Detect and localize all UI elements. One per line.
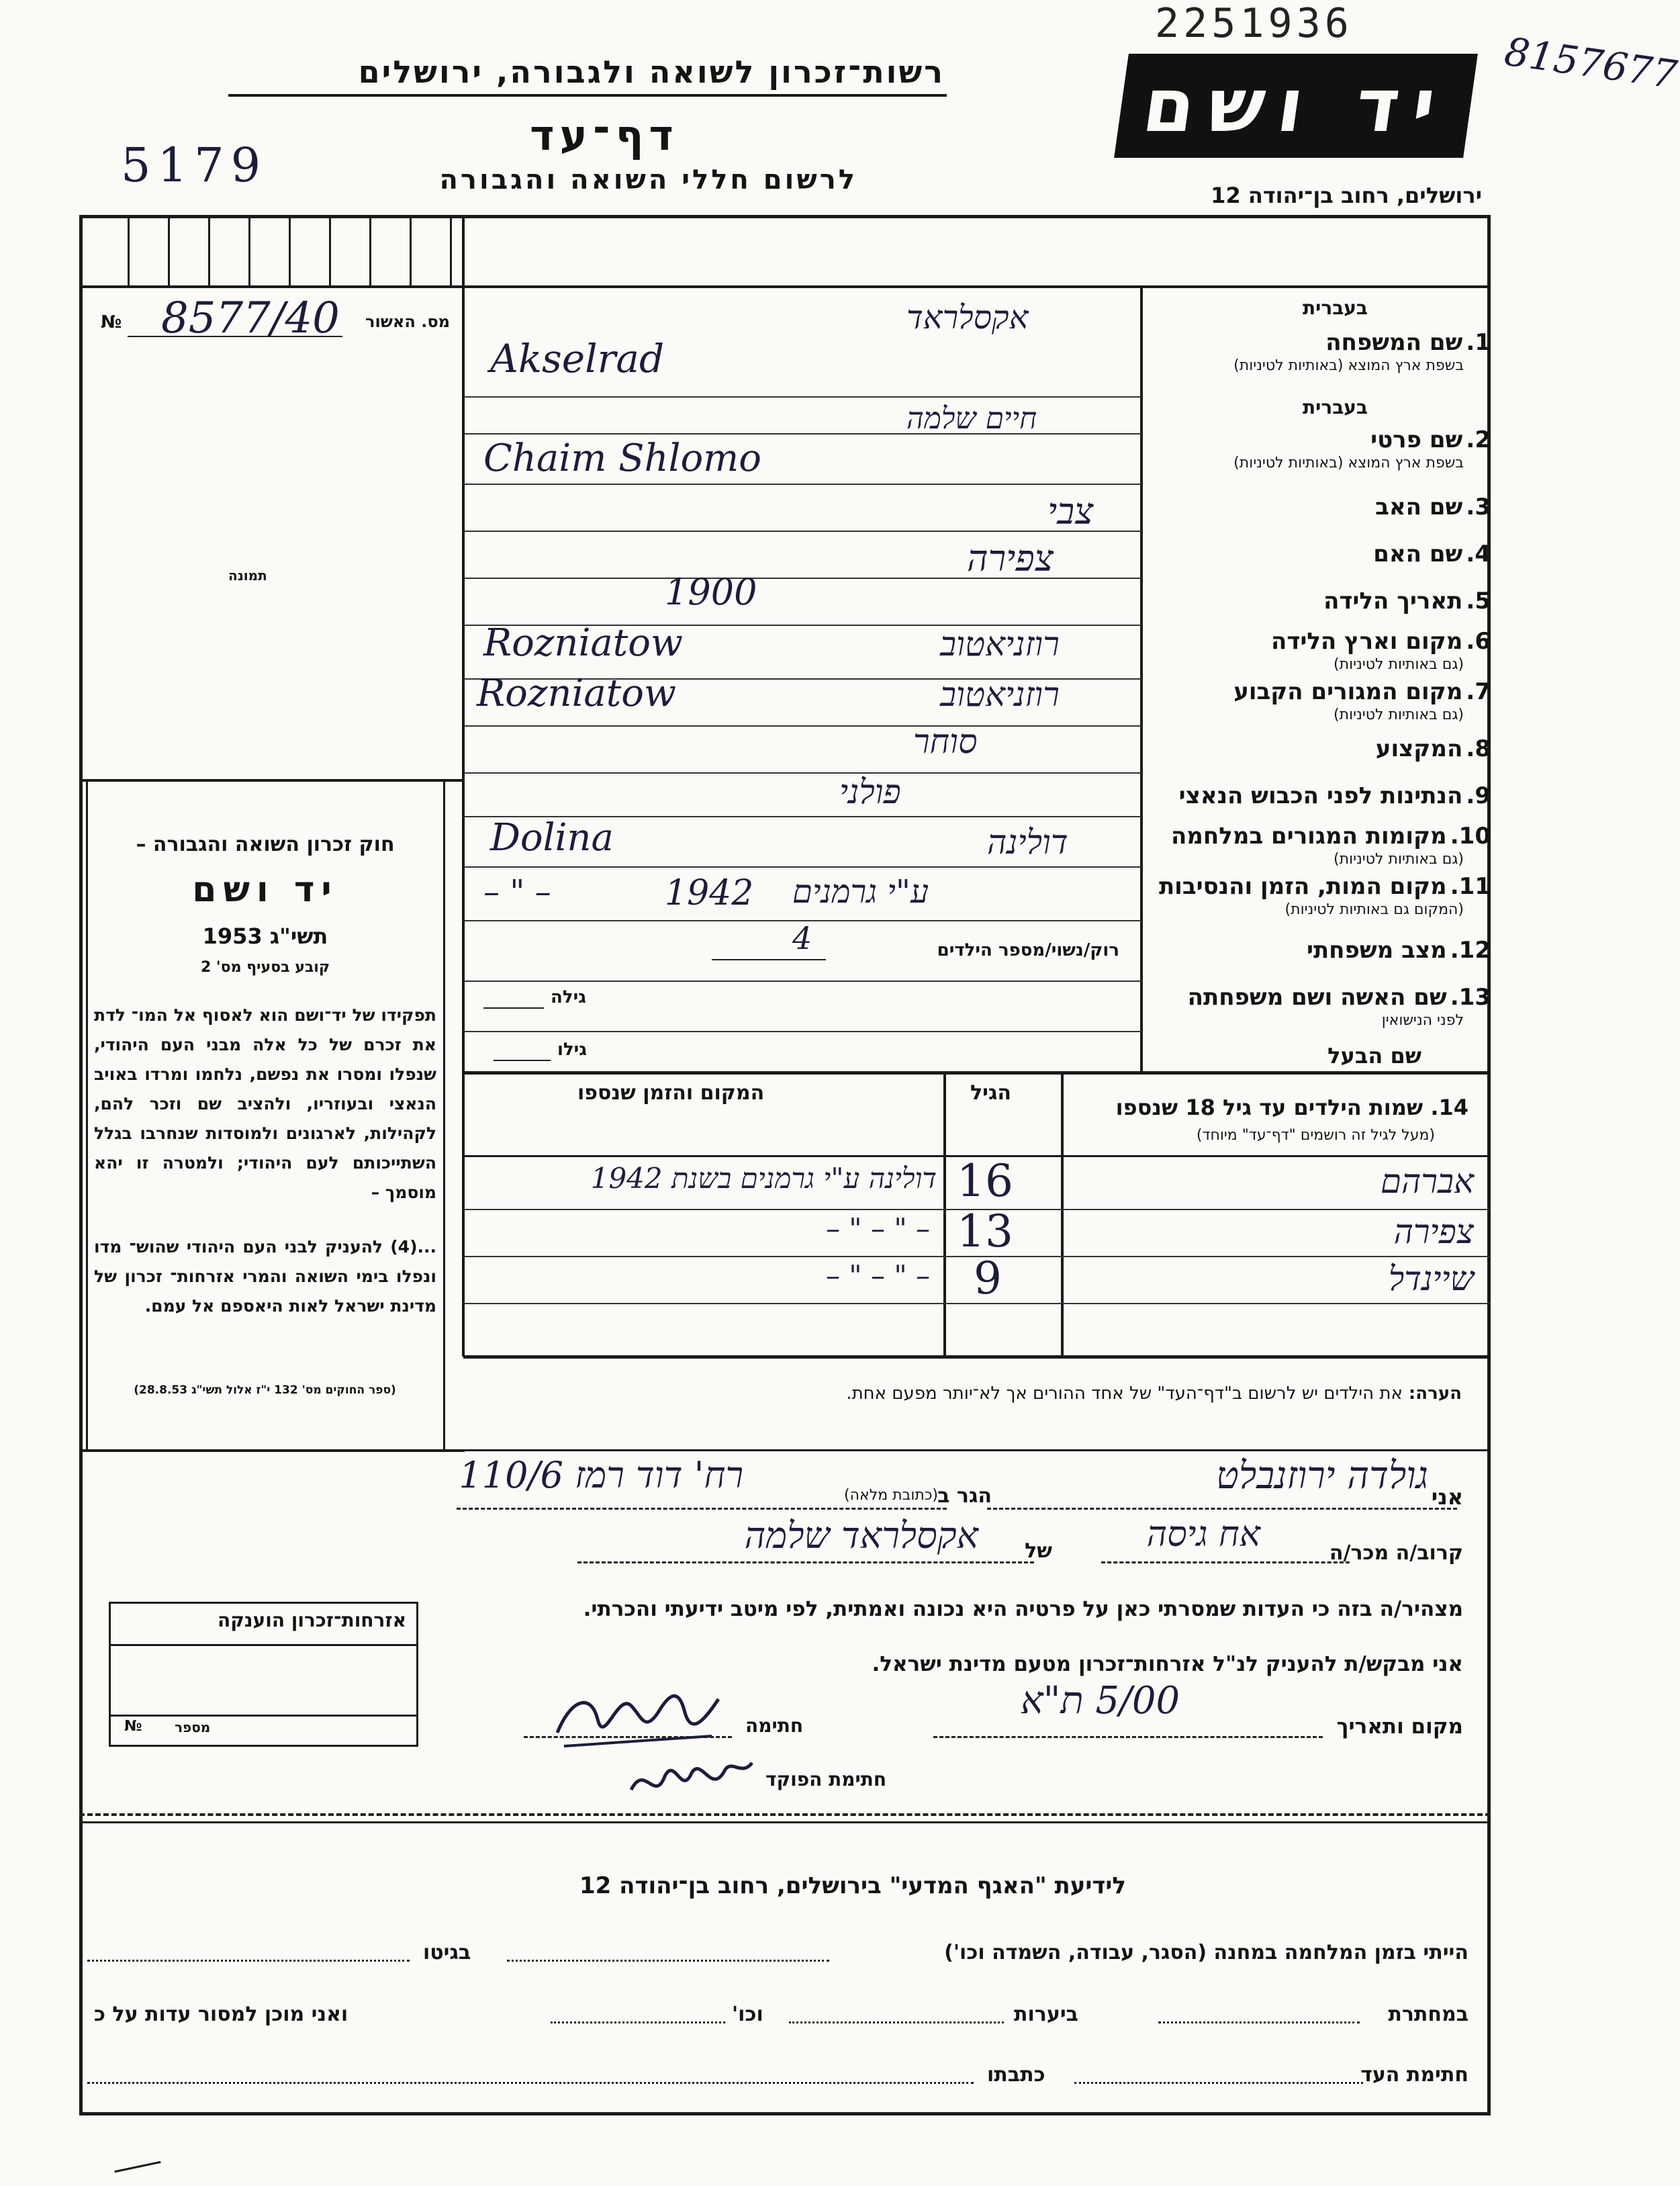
institution-underline bbox=[228, 94, 947, 97]
code-strip-divider bbox=[462, 215, 465, 1075]
decl-official-label: חתימת הפוקד bbox=[765, 1768, 887, 1790]
field-9-hebrew[interactable]: פולני bbox=[839, 772, 901, 811]
official-signature-mark bbox=[624, 1749, 759, 1810]
decl-request: אני מבקש/ת להעניק לנ"ל אזרחות־זכרון מטעם מדינת ישראל. bbox=[872, 1652, 1463, 1676]
field-death-details: 11. מקום המות, הזמן והנסיבות (המקום גם באותיות לטיניות) bbox=[1158, 873, 1491, 918]
law-clause: קובע בסעיף מס' 2 bbox=[200, 959, 330, 976]
husband-label: שם הבעל bbox=[1327, 1043, 1421, 1068]
child-name[interactable]: שיינדל bbox=[1388, 1259, 1474, 1298]
field-3-hebrew[interactable]: צבי bbox=[1047, 490, 1094, 533]
field-2-latin[interactable]: Chaim Shlomo bbox=[483, 437, 761, 480]
decl-of-label: של bbox=[1025, 1539, 1052, 1563]
children-title: 14. שמות הילדים עד גיל 18 שנספו bbox=[1115, 1095, 1468, 1120]
field-8-hebrew[interactable]: סוחר bbox=[913, 722, 978, 761]
form-subtitle: לרשום חללי השואה והגבורה bbox=[439, 165, 857, 195]
field-10-hebrew[interactable]: דולינה bbox=[987, 823, 1068, 862]
child-name[interactable]: אברהם bbox=[1380, 1162, 1474, 1201]
decl-address[interactable]: רח' דוד רמז 110/6 bbox=[459, 1454, 743, 1496]
decl-place-date-label: מקום ותאריך bbox=[1336, 1715, 1463, 1739]
note bbox=[846, 1383, 1462, 1404]
tear-line bbox=[79, 1813, 1491, 1816]
footer-line3-a: חתימת העד bbox=[1360, 2063, 1468, 2087]
field-citizenship: 9. הנתינות לפני הכבוש הנאצי bbox=[1178, 782, 1491, 809]
children-place-header: המקום והזמן שנספו bbox=[577, 1081, 765, 1105]
marital-options: רוק/נשוי/מספר הילדים bbox=[937, 940, 1119, 960]
law-name: יד ושם bbox=[192, 870, 338, 910]
field-mother-name: 4. שם האם bbox=[1373, 541, 1491, 567]
child-age[interactable]: 13 bbox=[957, 1205, 1013, 1257]
law-year: תשי"ג 1953 bbox=[202, 923, 328, 949]
field-4-hebrew[interactable]: צפירה bbox=[967, 537, 1054, 580]
field-6-latin[interactable]: Rozniatow bbox=[483, 621, 683, 665]
child-name[interactable]: צפירה bbox=[1393, 1212, 1474, 1251]
field-family-name: 1. שם המשפחה בשפת ארץ המוצא (באותיות לטיניות) bbox=[1233, 329, 1491, 374]
footer-title: לידיעת "האגף המדעי" בירושלים, רחוב בן־יהודה 12 bbox=[579, 1872, 1126, 1899]
signature-mark bbox=[551, 1672, 725, 1760]
note-text: את הילדים יש לרשום ב"דף־העד" של אחד ההורים אך לא־יותר מפעם אחת. bbox=[846, 1383, 1403, 1404]
law-text-2: ...(4) להעניק לבני העם היהודי שהוש־ מדו ונפלו בימי השואה והמרי אזרחות־ זכרון של מדינת ישראל לאות היאספם אל עמם. bbox=[94, 1237, 436, 1316]
footer-line1-a: הייתי בזמן המלחמה במחנה (הסגר, עבודה, השמדה וכו') bbox=[944, 1941, 1468, 1964]
footer-line2-d: ואני מוכן למסור עדות על כ bbox=[94, 2003, 348, 2026]
logo-text: יד ושם bbox=[1137, 62, 1454, 148]
child-age[interactable]: 9 bbox=[974, 1253, 1002, 1304]
law-box-inner-left bbox=[86, 779, 88, 1451]
decl-name[interactable]: גולדה ירוזנבלט bbox=[1216, 1454, 1428, 1498]
field-wartime-residence: 10. מקומות המגורים במלחמה (גם באותיות לטיניות) bbox=[1170, 823, 1491, 868]
table-row bbox=[463, 1205, 1487, 1257]
decl-resides-label: הגר ב bbox=[937, 1484, 992, 1508]
field-2-hebrew[interactable]: חיים שלמה bbox=[906, 402, 1037, 436]
citizenship-box bbox=[109, 1602, 418, 1747]
wife-age-label: גילה bbox=[551, 987, 586, 1007]
footer-line2-a: במחתרת bbox=[1388, 2003, 1468, 2026]
children-age-header: הגיל bbox=[970, 1081, 1011, 1105]
frame-left bbox=[79, 215, 83, 2115]
note-label: הערה: bbox=[1408, 1383, 1462, 1404]
footer-rule bbox=[79, 1821, 1491, 1823]
photo-label: תמונה bbox=[228, 567, 267, 584]
approval-label: מס. האשור bbox=[365, 312, 450, 331]
law-box-bottom bbox=[79, 1449, 465, 1452]
yad-vashem-logo bbox=[1114, 54, 1478, 158]
child-place[interactable]: דולינה ע"י גרמנים בשנת 1942 bbox=[590, 1162, 937, 1195]
field-7-latin[interactable]: Rozniatow bbox=[477, 672, 676, 715]
footer-line2-c: וכו' bbox=[732, 2003, 763, 2026]
law-text-1: תפקידו של יד־ושם הוא לאסוף אל המו־ לדת את זכרם של כל אלה מבני העם היהודי, שנפלו ומסרו את נפשם, נלחמו ומרדו באויב הנאצי ובעוזריו, ולהציב שם וזכר להם, לקהילות, לארגונים ולמוסדות שנחרבו בגלל השתייכותם לעם היהודי; ולמטרה זו יהא מוסמך – bbox=[94, 1005, 436, 1202]
field-occupation: 8. המקצוע bbox=[1375, 735, 1491, 762]
handwritten-number: 5179 bbox=[121, 138, 268, 193]
footer-line1-b: בגיטו bbox=[423, 1941, 471, 1964]
child-age[interactable]: 16 bbox=[957, 1155, 1013, 1207]
field-father-name: 3. שם האב bbox=[1375, 494, 1491, 520]
law-box-top bbox=[79, 779, 465, 782]
table-row bbox=[463, 1253, 1487, 1304]
archive-number: 2251936 bbox=[1155, 0, 1353, 47]
frame-bottom bbox=[79, 2112, 1491, 2115]
decl-place-date[interactable]: 5/00 ת"א bbox=[1021, 1679, 1180, 1723]
approval-no-sign: № bbox=[101, 312, 122, 332]
footer-line3-b: כתבתו bbox=[987, 2063, 1045, 2087]
decl-of-value[interactable]: אקסלראד שלמה bbox=[744, 1514, 978, 1557]
address: ירושלים, רחוב בן־יהודה 12 bbox=[1211, 183, 1482, 208]
field-birth-date: 5. תאריך הלידה bbox=[1323, 588, 1491, 614]
field-1-hebrew[interactable]: אקסלראד bbox=[906, 299, 1029, 336]
children-count[interactable]: 4 bbox=[792, 920, 812, 956]
field-birth-place: 6. מקום וארץ הלידה (גם באותיות לטיניות) bbox=[1270, 628, 1491, 673]
field-11-hebrew[interactable]: ע"י גרמנים bbox=[792, 873, 929, 911]
children-subtitle: (מעל לגיל זה רושמים "דף־עד" מיוחד) bbox=[1196, 1127, 1435, 1144]
approval-row bbox=[101, 293, 450, 346]
form-title: דף־עד bbox=[530, 111, 679, 160]
note-bottom bbox=[463, 1449, 1491, 1451]
stray-mark bbox=[114, 2161, 160, 2173]
child-place[interactable]: – " – " – bbox=[825, 1212, 930, 1245]
field-marital-status: 12. מצב משפחתי bbox=[1306, 937, 1491, 964]
field-5-latin[interactable]: 1900 bbox=[665, 571, 757, 613]
field-first-name: 2. שם פרטי בשפת ארץ המוצא (באותיות לטיניות) bbox=[1233, 426, 1491, 471]
field-residence: 7. מקום המגורים הקבוע (גם באותיות לטיניות) bbox=[1233, 678, 1491, 723]
decl-i-label: אני bbox=[1431, 1484, 1463, 1510]
child-place[interactable]: – " – " – bbox=[825, 1259, 930, 1292]
field-1-above: בעברית bbox=[1302, 297, 1368, 319]
law-source: (ספר החוקים מס' 132 י"ז אלול תשי"ג 28.8.53) bbox=[134, 1383, 396, 1397]
decl-relation[interactable]: אח גיסה bbox=[1146, 1514, 1260, 1555]
citizenship-title: אזרחות־זכרון הוענקה bbox=[218, 1609, 406, 1631]
field-2-above: בעברית bbox=[1302, 396, 1368, 418]
citizenship-no-sign: № bbox=[124, 1718, 142, 1735]
decl-relative-label: קרוב/ה מכר/ה bbox=[1329, 1541, 1463, 1565]
decl-signature-label: חתימה bbox=[745, 1715, 804, 1737]
institution-name: רשות־זכרון לשואה ולגבורה, ירושלים bbox=[358, 54, 945, 90]
children-table-bottom bbox=[463, 1355, 1491, 1359]
field-6-hebrew[interactable]: רוזניאטוב bbox=[940, 625, 1060, 664]
law-box-inner-right bbox=[443, 779, 445, 1451]
field-7-hebrew[interactable]: רוזניאטוב bbox=[940, 675, 1060, 714]
table-row bbox=[463, 1155, 1487, 1209]
approval-value: 8577/40 bbox=[161, 293, 340, 343]
law-title: חוק זכרון השואה והגבורה – bbox=[136, 833, 395, 856]
decl-affirm: מצהיר/ה בזה כי העדות שמסרתי כאן על פרטיה היא נכונה ואמתית, לפי מיטב ידיעתי והכרתי. bbox=[583, 1597, 1463, 1621]
field-11-ditto: – " – bbox=[483, 873, 551, 911]
footer-line2-b: ביערות bbox=[1014, 2003, 1078, 2026]
field-10-latin[interactable]: Dolina bbox=[490, 816, 614, 860]
citizenship-number-label: מספר bbox=[175, 1719, 211, 1735]
field-wife-name: 13. שם האשה ושם משפחתה לפני הנישואין bbox=[1187, 984, 1491, 1029]
corner-handwritten-number: 8157677 bbox=[1501, 28, 1680, 98]
field-1-latin[interactable]: Akselrad bbox=[490, 336, 665, 381]
decl-address-hint: (כתובת מלאה) bbox=[844, 1487, 938, 1504]
field-11-latin[interactable]: 1942 bbox=[665, 873, 754, 913]
husband-age-label: גילו bbox=[557, 1040, 587, 1060]
frame-top bbox=[79, 215, 1491, 218]
code-strip-bottom bbox=[79, 285, 1491, 288]
